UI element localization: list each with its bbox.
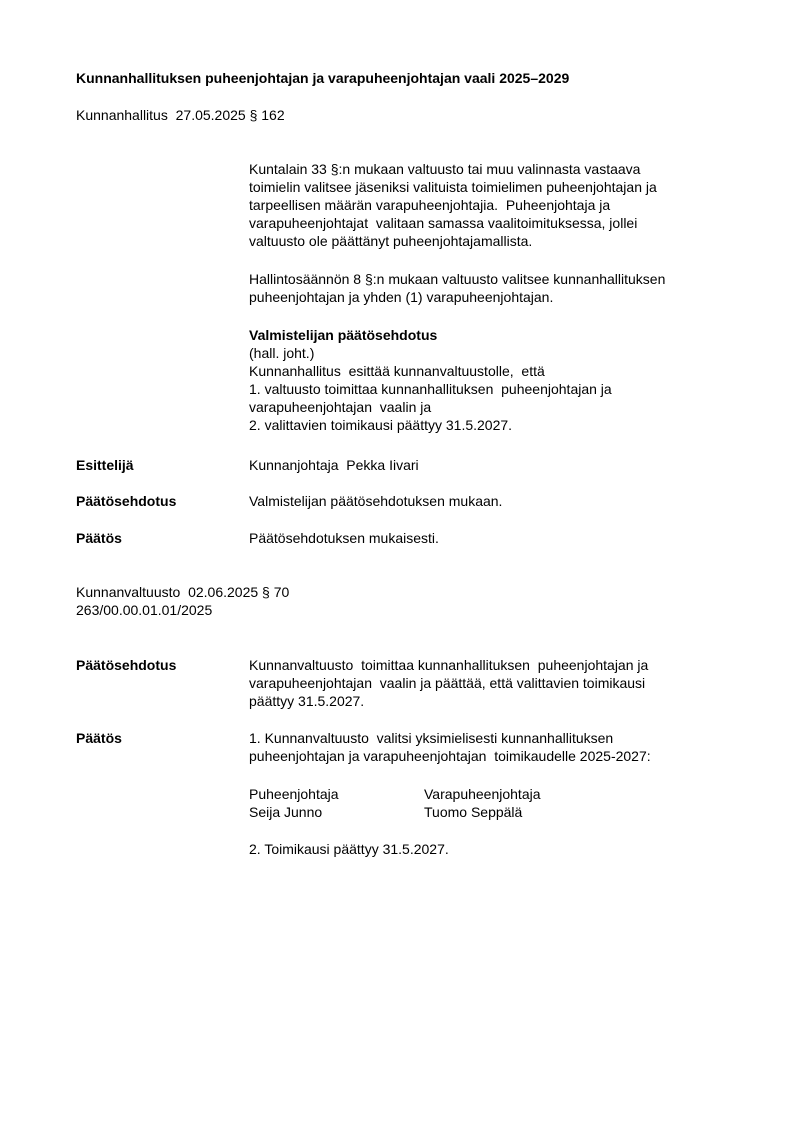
text-line: toimielin valitsee jäseniksi valituista toimielimen puheenjohtajan ja [249,179,657,195]
background-paragraph-2 [249,270,729,306]
text-line: Kuntalain 33 §:n mukaan valtuusto tai muu valinnasta vastaava [249,161,641,177]
text-line: varapuheenjohtajan vaalin ja päättää, että valittavien toimikausi [249,675,646,691]
council-meeting-reference: Kunnanvaltuusto 02.06.2025 § 70 [76,584,290,600]
chair-name: Seija Junno [249,804,323,820]
text-line: varapuheenjohtajat valitaan samassa vaalitoimituksessa, jollei [249,215,638,231]
preparer-proposal-heading: Valmistelijan päätösehdotus [249,327,438,343]
vice-chair-title: Varapuheenjohtaja [424,786,541,802]
council-decision-label: Päätös [76,730,122,746]
presenter-value: Kunnanjohtaja Pekka Iivari [249,457,419,473]
text-line: 1. valtuusto toimittaa kunnanhallituksen puheenjohtajan ja [249,381,612,397]
preparer-proposal [249,326,729,434]
text-line: valtuusto ole päättänyt puheenjohtajamallista. [249,233,533,249]
text-line: puheenjohtajan ja varapuheenjohtajan toimikaudelle 2025-2027: [249,748,651,764]
text-line: tarpeellisen määrän varapuheenjohtajia. Puheenjohtaja ja [249,197,611,213]
text-line: 2. valittavien toimikausi päättyy 31.5.2027. [249,417,513,433]
council-proposal-text [249,656,729,710]
council-decision-text [249,729,729,765]
board-proposal-label: Päätösehdotus [76,493,177,509]
board-decision-label: Päätös [76,530,122,546]
presenter-label: Esittelijä [76,457,134,473]
document-title: Kunnanhallituksen puheenjohtajan ja varapuheenjohtajan vaali 2025–2029 [76,70,570,86]
vice-chair-name: Tuomo Seppälä [424,804,523,820]
text-line: (hall. joht.) [249,345,315,361]
text-line: puheenjohtajan ja yhden (1) varapuheenjohtajan. [249,289,554,305]
text-line: Kunnanhallitus esittää kunnanvaltuustolle, että [249,363,545,379]
text-line: Kunnanvaltuusto toimittaa kunnanhallituksen puheenjohtajan ja [249,657,649,673]
board-meeting-reference: Kunnanhallitus 27.05.2025 § 162 [76,107,285,123]
chair-title: Puheenjohtaja [249,786,339,802]
text-line: Hallintosäännön 8 §:n mukaan valtuusto valitsee kunnanhallituksen [249,271,666,287]
council-proposal-label: Päätösehdotus [76,657,177,673]
text-line: varapuheenjohtajan vaalin ja [249,399,432,415]
board-decision-value: Päätösehdotuksen mukaisesti. [249,530,439,546]
text-line: päättyy 31.5.2027. [249,693,365,709]
text-line: 1. Kunnanvaltuusto valitsi yksimielisesti kunnanhallituksen [249,730,614,746]
board-proposal-value: Valmistelijan päätösehdotuksen mukaan. [249,493,503,509]
background-paragraph-1 [249,160,729,250]
record-number: 263/00.00.01.01/2025 [76,602,213,618]
term-end-line: 2. Toimikausi päättyy 31.5.2027. [249,841,449,857]
